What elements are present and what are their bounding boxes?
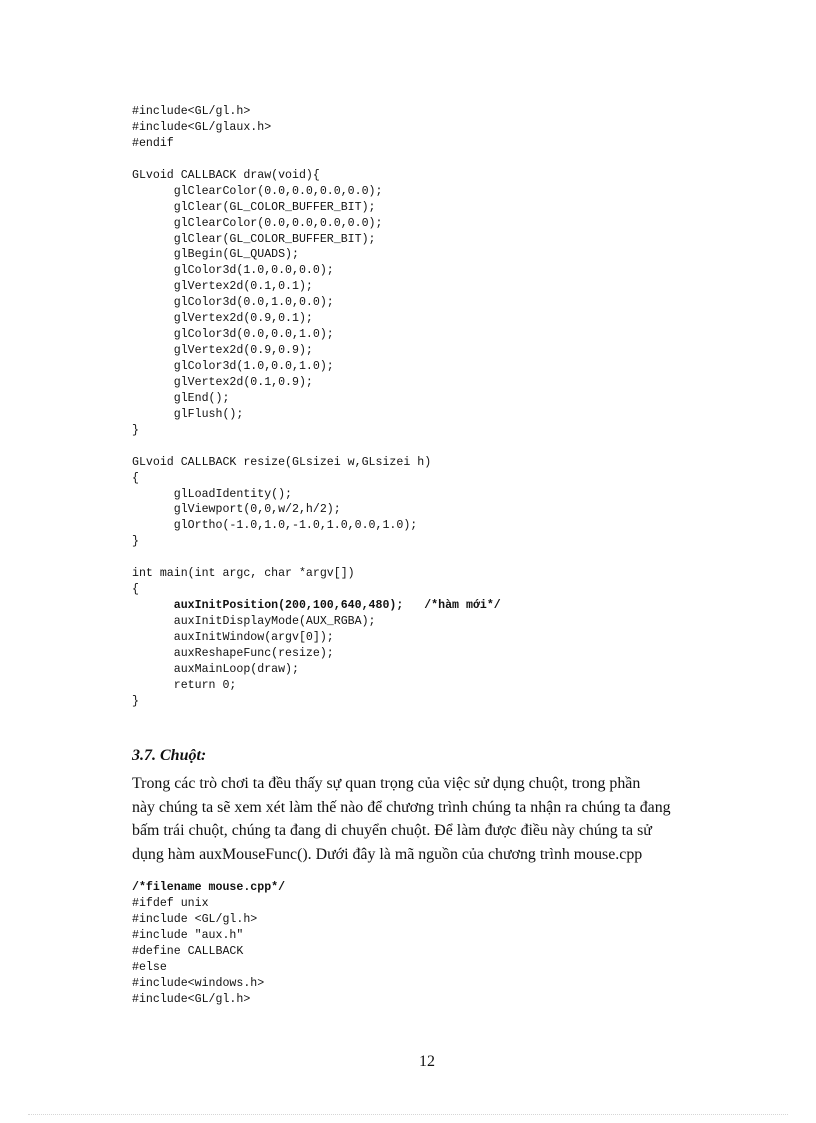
code-line: [132, 550, 501, 566]
code-line: {: [132, 471, 139, 485]
code-line: glEnd();: [132, 391, 230, 405]
code-line: glColor3d(0.0,0.0,1.0);: [132, 328, 334, 342]
code-line: glLoadIdentity();: [132, 487, 293, 501]
paragraph-line: Trong các trò chơi ta đều thấy sự quan trọng của việc sử dụng chuột, trong phần: [132, 775, 641, 792]
code-line: #include "aux.h": [132, 928, 244, 942]
code-line: auxMainLoop(draw);: [132, 662, 299, 676]
code-line: [132, 152, 501, 168]
code-line: glClearColor(0.0,0.0,0.0,0.0);: [132, 184, 383, 198]
code-line: glColor3d(1.0,0.0,1.0);: [132, 360, 334, 373]
section-heading-mouse: 3.7. Chuột:: [132, 747, 207, 764]
code-line: glViewport(0,0,w/2,h/2);: [132, 503, 341, 517]
paragraph-line: này chúng ta sẽ xem xét làm thế nào để chương trình chúng ta nhận ra chúng ta đang: [132, 798, 671, 816]
code-line: #include<GL/gl.h>: [132, 992, 251, 1006]
code-line: glColor3d(1.0,0.0,0.0);: [132, 264, 334, 278]
code-line: glBegin(GL_QUADS);: [132, 248, 299, 262]
code-line: auxInitPosition(200,100,640,480); /*hàm mới*/: [132, 599, 501, 613]
page-number: 12: [419, 1053, 435, 1070]
code-line: }: [132, 694, 139, 708]
code-line: glOrtho(-1.0,1.0,-1.0,1.0,0.0,1.0);: [132, 519, 418, 533]
code-line: glColor3d(0.0,1.0,0.0);: [132, 296, 334, 310]
code-line: return 0;: [132, 678, 237, 692]
code-line: glVertex2d(0.1,0.9);: [132, 375, 313, 389]
code-line: /*filename mouse.cpp*/: [132, 881, 286, 894]
paragraph-line: dụng hàm auxMouseFunc(). Dưới đây là mã nguồn của chương trình mouse.cpp: [132, 845, 643, 863]
code-line: glClearColor(0.0,0.0,0.0,0.0);: [132, 216, 383, 230]
code-line: #endif: [132, 136, 174, 150]
code-block-draw-resize-main: [132, 104, 501, 710]
code-line: GLvoid CALLBACK resize(GLsizei w,GLsizei h): [132, 455, 432, 469]
section-paragraph-mouse: [132, 772, 722, 866]
code-line: #include<GL/glaux.h>: [132, 120, 272, 134]
code-line: auxInitWindow(argv[0]);: [132, 630, 334, 644]
code-line: glVertex2d(0.9,0.9);: [132, 344, 313, 358]
code-line: glVertex2d(0.1,0.1);: [132, 280, 313, 294]
code-line: glFlush();: [132, 407, 244, 421]
code-line: GLvoid CALLBACK draw(void){: [132, 168, 320, 182]
code-line: glClear(GL_COLOR_BUFFER_BIT);: [132, 200, 376, 214]
code-line: glClear(GL_COLOR_BUFFER_BIT);: [132, 232, 376, 246]
code-line: }: [132, 423, 139, 437]
footer-dotted-rule: [28, 1114, 788, 1115]
code-line: auxReshapeFunc(resize);: [132, 646, 334, 660]
code-line: #else: [132, 960, 167, 974]
code-line: int main(int argc, char *argv[]): [132, 567, 355, 581]
code-line: #include<windows.h>: [132, 976, 265, 990]
code-line: #include <GL/gl.h>: [132, 912, 258, 926]
code-line: {: [132, 583, 139, 597]
code-line: #ifdef unix: [132, 896, 209, 910]
code-line: #include<GL/gl.h>: [132, 105, 251, 118]
code-block-mouse-cpp: [132, 880, 285, 1008]
code-line: auxInitDisplayMode(AUX_RGBA);: [132, 615, 376, 628]
code-line: [132, 439, 501, 455]
code-line: glVertex2d(0.9,0.1);: [132, 312, 313, 326]
code-line: }: [132, 535, 139, 549]
paragraph-line: bấm trái chuột, chúng ta đang di chuyển chuột. Để làm được điều này chúng ta sử: [132, 822, 652, 839]
code-line: #define CALLBACK: [132, 944, 244, 958]
